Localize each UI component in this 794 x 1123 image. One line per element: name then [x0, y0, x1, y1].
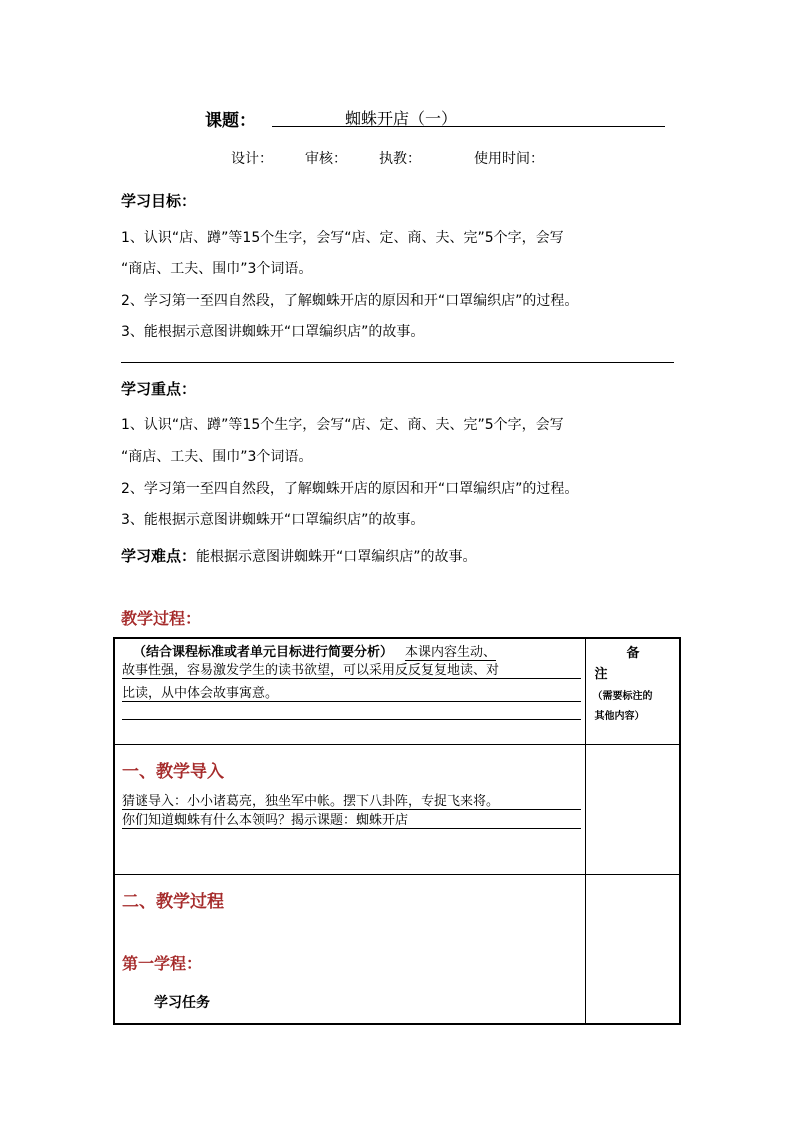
objective-item-1b: “商店、工夫、围巾”3个词语。 [121, 261, 313, 277]
section-divider [121, 362, 674, 363]
notes-title-2: 注 [594, 667, 608, 682]
notes-sub-2: 其他内容） [594, 711, 645, 722]
difficulty-text: 能根据示意图讲蜘蛛开“口罩编织店”的故事。 [196, 549, 477, 565]
meta-time: 使用时间： [474, 151, 544, 167]
keypoint-item-2: 2、学习第一至四自然段，了解蜘蛛开店的原因和开“口罩编织店”的过程。 [121, 481, 579, 497]
lesson-title: 蜘蛛开店（一） [345, 109, 458, 128]
analysis-line-1 [133, 641, 496, 660]
intro-notes-cell [586, 744, 680, 874]
title-label: 课题： [205, 111, 256, 131]
analysis-blank-line [122, 719, 581, 720]
notes-cell [586, 638, 680, 744]
stage1-heading: 第一学程： [122, 953, 203, 973]
intro-cell [114, 744, 586, 874]
section2-heading: 二、教学过程 [122, 891, 224, 912]
section1-heading: 一、教学导入 [122, 761, 224, 782]
keypoint-item-1b: “商店、工夫、围巾”3个词语。 [121, 449, 313, 465]
section1-line-1: 猜谜导入：小小诸葛亮，独坐军中帐。摆下八卦阵，专捉飞来将。 [122, 790, 581, 810]
notes-title-1: 备 [626, 646, 640, 661]
difficulty-heading: 学习难点： [121, 547, 197, 565]
process-cell [114, 874, 586, 1024]
objective-item-1a: 1、认识“店、蹲”等15个生字，会写“店、定、商、夫、完”5个字，会写 [121, 230, 564, 246]
keypoints-heading: 学习重点： [121, 380, 197, 398]
meta-review: 审核： [305, 151, 347, 167]
notes-sub-1: （需要标注的 [592, 691, 653, 702]
analysis-text-1: 本课内容生动、 [405, 645, 497, 660]
analysis-line-2: 故事性强，容易激发学生的读书欲望，可以采用反反复复地读、对 [122, 659, 581, 679]
title-underline [272, 126, 665, 127]
section1-line-2: 你们知道蜘蛛有什么本领吗？揭示课题：蜘蛛开店 [122, 809, 581, 829]
meta-design: 设计： [231, 151, 273, 167]
difficulty-row [121, 545, 477, 566]
meta-teacher: 执教： [379, 151, 421, 167]
objective-item-3: 3、能根据示意图讲蜘蛛开“口罩编织店”的故事。 [121, 324, 425, 340]
process-table [113, 637, 681, 1025]
task-label: 学习任务 [154, 994, 210, 1011]
analysis-cell [114, 638, 586, 744]
keypoint-item-1a: 1、认识“店、蹲”等15个生字，会写“店、定、商、夫、完”5个字，会写 [121, 417, 564, 433]
objectives-heading: 学习目标： [121, 192, 197, 210]
analysis-line-3: 比读，从中体会故事寓意。 [122, 682, 581, 702]
process-notes-cell [586, 874, 680, 1024]
process-heading: 教学过程： [121, 609, 202, 628]
objective-item-2: 2、学习第一至四自然段，了解蜘蛛开店的原因和开“口罩编织店”的过程。 [121, 293, 579, 309]
keypoint-item-3: 3、能根据示意图讲蜘蛛开“口罩编织店”的故事。 [121, 512, 425, 528]
analysis-label: （结合课程标准或者单元目标进行简要分析） [133, 645, 394, 660]
